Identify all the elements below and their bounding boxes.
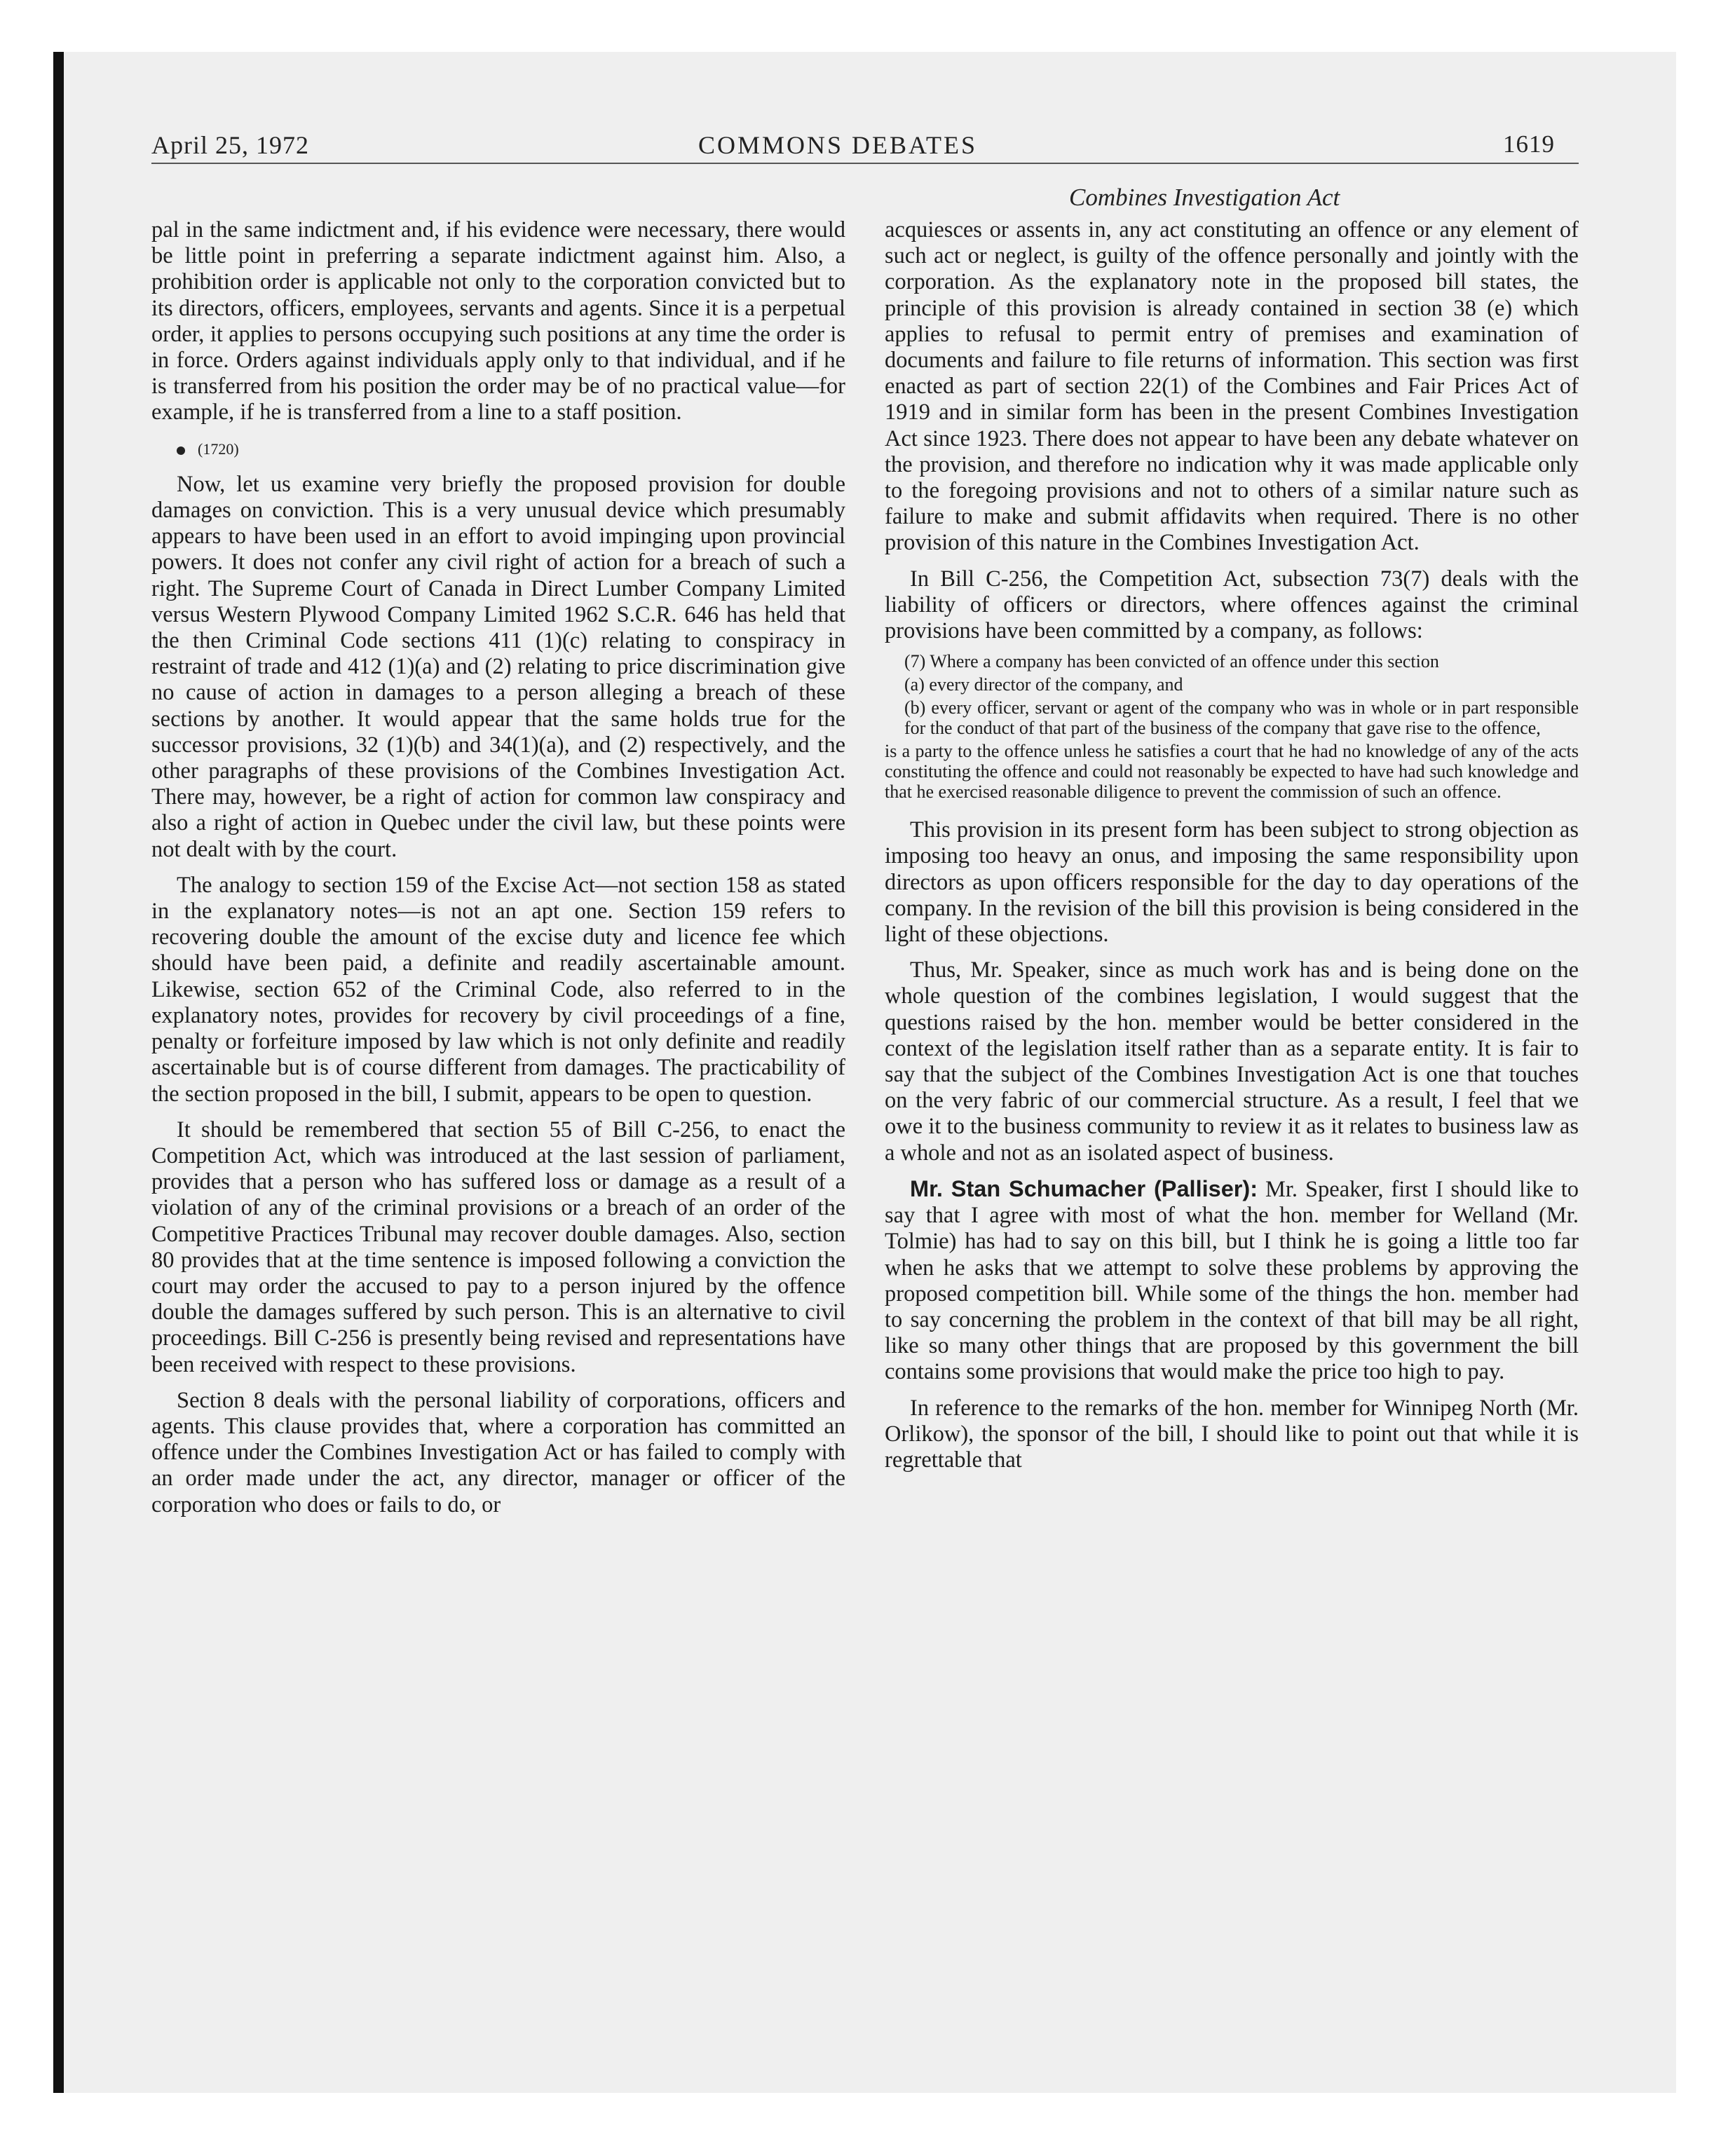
- paragraph: The analogy to section 159 of the Excise Act—not section 158 as stated in the explanatory notes—is not an apt one. Section 159 refers to recovering double the amount of the excise duty and licence fee which should have been paid, a definite and readily ascertainable amount. Likewise, section 652 of the Criminal Code, also referred to in the explanatory notes, provides for recovery by civil proceedings of a fine, penalty or forfeiture imposed by law which is not only definite and readily ascertainable but is of course different from damages. The practicability of the section proposed in the bill, I submit, appears to be open to question.: [151, 872, 845, 1107]
- speech-text: Mr. Speaker, first I should like to say that I agree with most of what the hon. member for Welland (Mr. Tolmie) has had to say on this bill, but I think he is going a little too far when he asks that we attempt to solve these problems by approving the proposed competition bill. While some of the things the hon. member had to say concerning the problem in the context of that bill may be all right, like so many other things that are proposed by this government the bill contains some provisions that would make the price too high to pay.: [885, 1176, 1579, 1385]
- left-column: [151, 217, 845, 1885]
- quoted-provision-item: (a) every director of the company, and: [904, 674, 1183, 695]
- page-number: 1619: [1503, 130, 1555, 158]
- paragraph: Thus, Mr. Speaker, since as much work has and is being done on the whole question of the combines legislation, I would suggest that the questions raised by the hon. member would be better considered in the context of the legislation itself rather than as a separate entity. It is fair to say that the subject of the Combines Investigation Act is one that touches on the very fabric of our commercial structure. As a result, I feel that we owe it to the business community to review it as it relates to business law as a whole and not as an isolated aspect of business.: [885, 957, 1579, 1166]
- header-rule: [151, 163, 1579, 164]
- speech-paragraph: [885, 1176, 1579, 1386]
- quoted-provision-item: (b) every officer, servant or agent of the company who was in whole or in part responsible for the conduct of that part of the business of the company that gave rise to the offence,: [904, 697, 1579, 739]
- quoted-provision-intro: (7) Where a company has been convicted of an offence under this section: [904, 651, 1439, 672]
- quoted-provision-conclusion: is a party to the offence unless he satisfies a court that he had no knowledge of any of the acts constituting the offence and could not reasonably be expected to have had such knowledge and that he exercised reasonable diligence to prevent the commission of such an offence.: [885, 741, 1579, 803]
- speaker-name: Mr. Stan Schumacher (Palliser):: [910, 1175, 1258, 1201]
- paragraph: Now, let us examine very briefly the proposed provision for double damages on conviction. This is a very unusual device which presumably appears to have been used in an effort to avoid impinging upon provincial powers. It does not confer any civil right of action for a breach of such a right. The Supreme Court of Canada in Direct Lumber Company Limited versus Western Plywood Company Limited 1962 S.C.R. 646 has held that the then Criminal Code sections 411 (1)(c) relating to conspiracy in restraint of trade and 412 (1)(a) and (2) relating to price discrimination give no cause of action in damages to a person alleging a breach of these sections by another. It would appear that the same holds true for the successor provisions, 32 (1)(b) and 34(1)(a), and (2) respectively, and the other paragraphs of these provisions of the Combines Investigation Act. There may, however, be a right of action for common law conspiracy and also a right of action in Quebec under the civil law, but these points were not dealt with by the court.: [151, 471, 845, 862]
- time-marker-text: (1720): [198, 439, 239, 458]
- header-date: April 25, 1972: [151, 131, 309, 159]
- bullet-icon: [177, 446, 185, 455]
- time-marker: [151, 436, 845, 462]
- right-column: [885, 217, 1579, 1885]
- paragraph: In reference to the remarks of the hon. member for Winnipeg North (Mr. Orlikow), the sponsor of the bill, I should like to point out that while it is regrettable that: [885, 1395, 1579, 1473]
- paragraph: pal in the same indictment and, if his evidence were necessary, there would be little point in preferring a separate indictment against him. Also, a prohibition order is applicable not only to the corporation convicted but to its directors, officers, employees, servants and agents. Since it is a perpetual order, it applies to persons occupying such positions at any time the order is in force. Orders against individuals apply only to that individual, and if he is transferred from his position the order may be of no practical value—for example, if he is transferred from a line to a staff position.: [151, 217, 845, 425]
- header-title: COMMONS DEBATES: [698, 131, 978, 159]
- scan-edge: [53, 52, 64, 2093]
- paragraph: In Bill C-256, the Competition Act, subsection 73(7) deals with the liability of officers or directors, where offences against the criminal provisions have been committed by a company, as follows:: [885, 566, 1579, 644]
- subject-heading: Combines Investigation Act: [1069, 184, 1340, 211]
- paragraph: Section 8 deals with the personal liability of corporations, officers and agents. This clause provides that, where a corporation has committed an offence under the Combines Investigation Act or has failed to comply with an order made under the act, any director, manager or officer of the corporation who does or fails to do, or: [151, 1387, 845, 1517]
- paragraph: acquiesces or assents in, any act constituting an offence or any element of such act or neglect, is guilty of the offence personally and jointly with the corporation. As the explanatory note in the proposed bill states, the principle of this provision is already contained in section 38 (e) which applies to refusal to permit entry of premises and examination of documents and failure to file returns of information. This section was first enacted as part of section 22(1) of the Combines and Fair Prices Act of 1919 and in similar form has been in the present Combines Investigation Act since 1923. There does not appear to have been any debate whatever on the provision, and therefore no indication why it was made applicable only to the foregoing provisions and not to others of a similar nature such as failure to make and submit affidavits when required. There is no other provision of this nature in the Combines Investigation Act.: [885, 217, 1579, 556]
- paragraph: This provision in its present form has been subject to strong objection as imposing too heavy an onus, and imposing the same responsibility upon directors as upon officers responsible for the day to day operations of the company. In the revision of the bill this provision is being considered in the light of these objections.: [885, 817, 1579, 948]
- paragraph: It should be remembered that section 55 of Bill C-256, to enact the Competition Act, which was introduced at the last session of parliament, provides that a person who has suffered loss or damage as a result of a violation of any of the criminal provisions or a breach of an order of the Competitive Practices Tribunal may recover double damages. Also, section 80 provides that at the time sentence is imposed following a conviction the court may order the accused to pay to a person injured by the offence double the damages suffered by such person. This is an alternative to civil proceedings. Bill C-256 is presently being revised and representations have been received with respect to these provisions.: [151, 1117, 845, 1377]
